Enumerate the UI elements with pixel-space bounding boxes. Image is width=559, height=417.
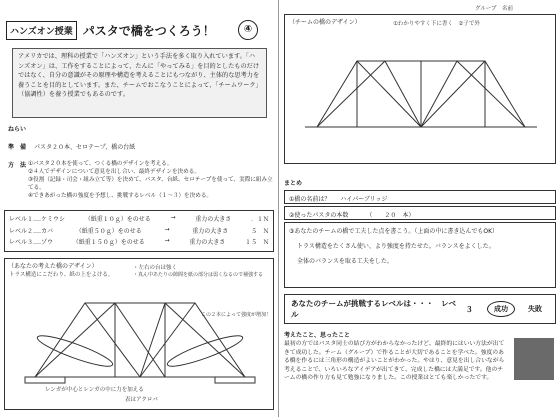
bridge-name-answer: ハイパーブリッジ xyxy=(340,196,388,203)
improvement-label: ③あなたのチームの橋で工夫した点を書こう。（上面の中に書き込んでもOK） xyxy=(289,228,499,235)
level-label: 重力の大きさ xyxy=(192,227,229,235)
my-bridge-sketch xyxy=(4,258,274,410)
method-step: ①パスタ２０本を使って、つくる橋のデザインを考える。 xyxy=(28,161,173,167)
level-weight: （紙重５０ｇ）をのせる xyxy=(75,227,142,235)
materials-text: パスタ２０本、セロテープ、橋の台紙 xyxy=(34,144,136,151)
level-label: 重力の大きさ xyxy=(195,216,232,223)
sketch-note: ・左右の台は強く xyxy=(133,265,178,271)
page-number: ④ xyxy=(238,20,258,40)
student-photo xyxy=(514,338,554,380)
method-step: ②４人でデザインについて意見を出し合い、最終デザインを決める。 xyxy=(28,169,200,175)
result-success: 成功 xyxy=(487,301,515,317)
sketch-note: 表はアクロバ xyxy=(125,397,158,403)
worksheet-header xyxy=(6,20,215,40)
level-name: レベル３‥‥ゾウ xyxy=(9,239,54,246)
reflection-label: 考えたこと、思ったこと xyxy=(284,332,351,339)
summary-label: まとめ xyxy=(284,180,303,187)
level-label: 重力の大きさ xyxy=(189,239,226,246)
level-name: レベル１‥‥ケミウシ xyxy=(9,216,66,223)
team-bridge-design xyxy=(284,6,556,164)
arrow-icon: → xyxy=(170,214,176,221)
aim-label: ねらい xyxy=(8,126,27,133)
improvement-line: 全体のバランスを取る工夫をした。 xyxy=(297,258,393,265)
team-bridge-drawing xyxy=(285,15,557,165)
materials-label: 準 備 xyxy=(8,144,27,151)
challenge-label: あなたのチームが挑戦するレベルは・・・ レベル xyxy=(291,299,456,319)
design-note: ①わかりやすく下に書く ②子で外 xyxy=(393,21,480,27)
level-weight: （紙重１５０ｇ）をのせる xyxy=(72,239,145,246)
pasta-count-row xyxy=(284,206,556,220)
intro-text: アメリカでは、理科の授業で「ハンズオン」という手法を多く取り入れています。「ハンズオン」は、工作をすることによって、たんに「やってみる」を目的としたものだけではなく、自分の意識がその原理や構造を考えることにもつながり、主体的な思考力を養うことを目的としています。また、チームでおこなうことによって、「チームワーク」（協調性）を養う授業でもあるのです。 xyxy=(18,53,260,98)
sketch-caption: （あなたの考えた橋のデザイン） xyxy=(8,263,98,270)
intro-box xyxy=(12,48,267,118)
sketch-note: この２本によって強度が増加！ xyxy=(201,312,272,318)
reflection-text: 最初の方ではパスタ同士の結び方がわからなかったけど、最終的にはいい方法が出てきて成功した。チーム（グループ）で作ることが大切であることを学べた。強度のある橋を作るには三角形の構造がよいことがわかった。やはり、意見を出し合いながら考えることで、いろいろなアイデアが出てきて、完成した橋には大満足です。他のチームの橋の作り方も見て勉強になりました。この授業はとても楽しかったです。 xyxy=(284,341,505,382)
level-table xyxy=(4,210,274,252)
worksheet-left-page xyxy=(0,0,279,417)
pasta-count-label: ②使ったパスタの本数 xyxy=(289,212,349,219)
arrow-icon: → xyxy=(164,237,170,244)
pasta-count-answer: （ ２０ 本） xyxy=(366,212,415,219)
hands-on-badge: ハンズオン授業 xyxy=(6,21,77,40)
level-row xyxy=(9,237,269,249)
level-value: ．１Ｎ xyxy=(250,216,269,223)
method-step: ④できあがった橋の強度を予想し、挑戦するレベル（１〜３）を決める。 xyxy=(28,193,213,199)
challenge-level: ３ xyxy=(465,304,473,314)
arrow-icon: → xyxy=(164,225,170,233)
result-fail: 失敗 xyxy=(528,305,542,313)
improvement-line: トラス構造をたくさん使い、より強度を持たせた。バランスをよくした。 xyxy=(297,243,495,250)
sketch-note: トラス構造にこだわり、紙の上をよける。 xyxy=(9,272,114,278)
level-weight: （紙重１０ｇ）をのせる xyxy=(84,216,151,223)
design-note: グループ 名前 xyxy=(475,6,514,12)
reflection-section xyxy=(284,330,556,412)
worksheet-title: パスタで橋をつくろう！ xyxy=(82,23,215,38)
level-row xyxy=(9,214,269,226)
sketch-note: レンガが中心とレンガの中に力を加える xyxy=(45,387,144,393)
sketch-note: ・真ん中あたりの隙間を紙の部分は弱くなるので補強する xyxy=(133,272,264,278)
worksheet-right-page xyxy=(280,0,559,417)
level-value: ５ Ｎ xyxy=(250,227,269,235)
level-row xyxy=(9,226,269,238)
method-label: 方 法 xyxy=(8,162,27,169)
design-caption: （チームの橋のデザイン） xyxy=(289,19,361,26)
bridge-name-label: ①橋の名前は？ xyxy=(289,196,331,203)
bridge-name-row xyxy=(284,190,556,204)
method-step: ③役割（記録・司会・組み立て等）を決めて、パスタ、台紙、セロテープを使って、実際に組み立てる。 xyxy=(28,177,273,191)
bridge-sketch-drawing xyxy=(5,259,275,411)
improvement-box xyxy=(284,222,556,288)
method-list xyxy=(28,160,273,200)
challenge-level-box xyxy=(284,294,556,324)
level-name: レベル２‥‥カバ xyxy=(9,227,54,235)
level-value: １５ Ｎ xyxy=(244,239,269,246)
